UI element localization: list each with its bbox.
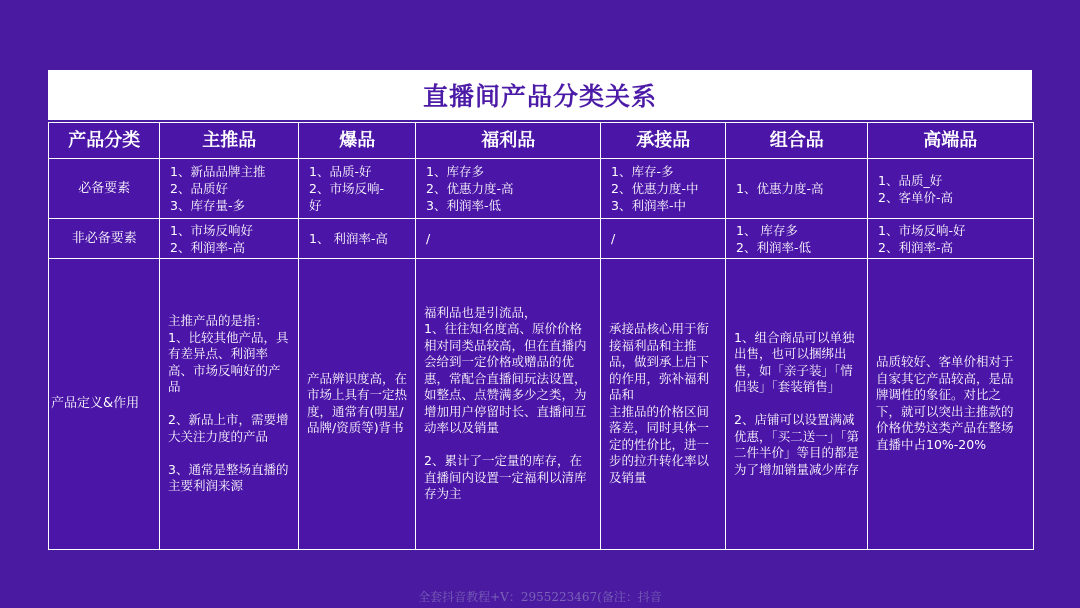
header-main-push: 主推品 (159, 122, 300, 160)
table-cell: 1、组合商品可以单独出售，也可以捆绑出售，如「亲子装」「情侣装」「套装销售」 2、店铺可以设置满减优惠，「买二送一」「第二件半价」等目的都是为了增加销量减少库存 (725, 258, 869, 550)
row-label-optional: 非必备要素 (48, 218, 161, 260)
table-cell: 1、市场反响好 2、利润率-高 (159, 218, 300, 260)
header-hot-item: 爆品 (298, 122, 417, 160)
row-label-required: 必备要素 (48, 158, 161, 220)
table-cell: 1、 库存多 2、利润率-低 (725, 218, 869, 260)
row-label-definition: 产品定义&作用 (48, 258, 161, 550)
table-cell: 1、品质-好 2、市场反响- 好 (298, 158, 417, 220)
table-cell: 1、优惠力度-高 (725, 158, 869, 220)
table-cell: 承接品核心用于衔接福利品和主推品，做到承上启下的作用，弥补福利品和 主推品的价格区间落差，同时具体一定的性价比，进一步的拉升转化率以 及销量 (600, 258, 727, 550)
table-cell: 1、库存-多 2、优惠力度-中 3、利润率-中 (600, 158, 727, 220)
header-category: 产品分类 (48, 122, 161, 160)
header-bridge-item: 承接品 (600, 122, 727, 160)
header-bundle-item: 组合品 (725, 122, 869, 160)
table-cell: 产品辨识度高，在市场上具有一定热度，通常有(明星/品牌/资质等)背书 (298, 258, 417, 550)
title-bar (48, 70, 1032, 120)
table-cell: 1、市场反响-好 2、利润率-高 (867, 218, 1034, 260)
watermark: 全套抖音教程+V：2955223467(备注：抖音 (418, 590, 662, 604)
product-category-table (48, 122, 1032, 548)
table-cell: 福利品也是引流品， 1、往往知名度高、原价价格相对同类品较高，但在直播内会给到一定价格或赠品的优惠，常配合直播间玩法设置，如整点、点赞满多少之类，为增加用户停留时长、直播间互动率以及销量 2、累计了一定量的库存，在直播间内设置一定福利以清库存为主 (415, 258, 602, 550)
table-cell: 主推产品的是指： 1、比较其他产品，具有差异点、利润率高、市场反响好的产品 2、新品上市，需要增大关注力度的产品 3、通常是整场直播的主要利润来源 (159, 258, 300, 550)
table-cell: 1、库存多 2、优惠力度-高 3、利润率-低 (415, 158, 602, 220)
table-cell: 1、品质_好 2、客单价-高 (867, 158, 1034, 220)
page-title: 直播间产品分类关系 (422, 82, 657, 111)
table-cell: 1、新品品牌主推 2、品质好 3、库存量-多 (159, 158, 300, 220)
table-cell: / (600, 218, 727, 260)
table-cell: / (415, 218, 602, 260)
header-welfare-item: 福利品 (415, 122, 602, 160)
table-cell: 品质较好、客单价相对于自家其它产品较高，是品牌调性的象征。对比之下，就可以突出主推款的价格优势这类产品在整场直播中占10%-20% (867, 258, 1034, 550)
table-cell: 1、 利润率-高 (298, 218, 417, 260)
header-premium-item: 高端品 (867, 122, 1034, 160)
